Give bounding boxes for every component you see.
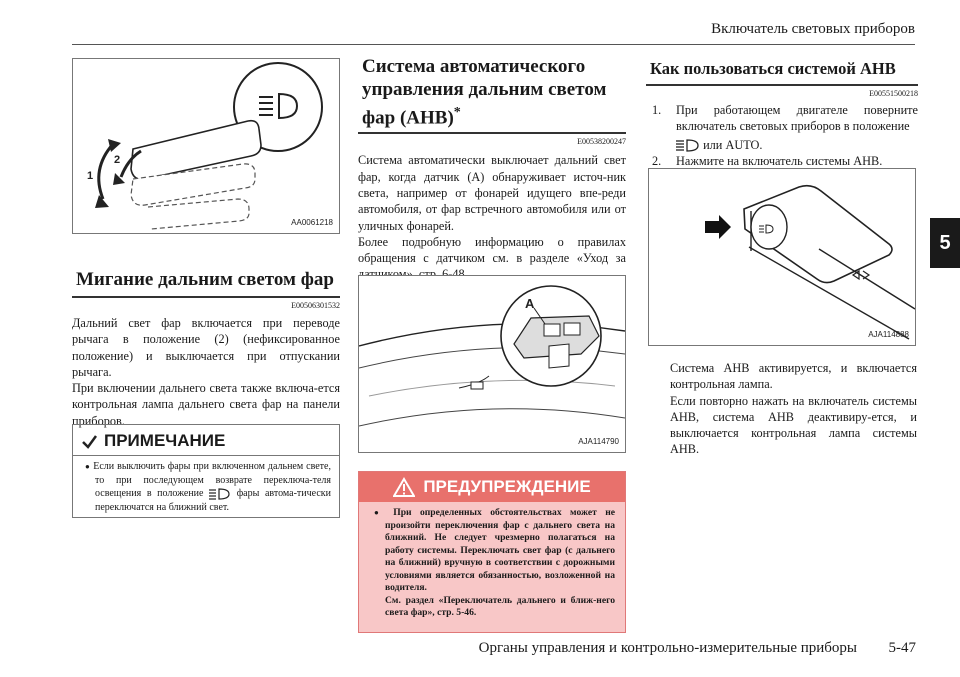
lever-illustration: [73, 59, 339, 233]
section-title: Система автоматического управления дальним светом фар (AHB)*: [362, 56, 607, 129]
paragraph: Если повторно нажать на включатель системы AHB, система AHB деактивиру-ется, и выключается контрольная лампа системы AHB.: [670, 393, 917, 457]
callout-1: 1: [87, 170, 94, 182]
chapter-tab[interactable]: 5: [930, 218, 960, 268]
figure-ahb-switch: [648, 168, 916, 346]
sensor-label-a: A: [525, 296, 535, 311]
headlight-high-beam-icon: [209, 488, 231, 500]
page-footer: [479, 640, 916, 657]
section-rule: [72, 296, 340, 298]
section-rule: [358, 132, 626, 134]
step-1: 1. При работающем двигателе поверните включатель световых приборов в положение или AUTO.: [652, 103, 918, 152]
page-number: 5-47: [888, 640, 916, 656]
page-header-title: Включатель световых приборов: [711, 21, 915, 37]
section-code: E00551500218: [869, 89, 918, 98]
warning-triangle-icon: [393, 477, 415, 497]
note-box: [72, 424, 340, 518]
figure-ahb-sensor: [358, 275, 626, 453]
callout-2: 2: [114, 154, 121, 166]
section-title: Мигание дальним светом фар: [76, 269, 334, 290]
windshield-sensor-illustration: [359, 276, 625, 452]
note-title: ПРИМЕЧАНИЕ: [104, 431, 226, 450]
ahb-switch-illustration: [649, 169, 915, 345]
warning-header: [359, 472, 625, 502]
header-divider: [72, 44, 915, 45]
section-ahb-usage: [646, 57, 918, 169]
warning-text: ● При определенных обстоятельствах может не произойти переключения фар с дальнего света на ближний. Не следует чрезмерно полагаться на работу системы. Переключать свет фар (с дальнего на ближний) вручную в соответствии с дорожными условиями является обязанностью, возложенной на водителя. См. раздел «Переключатель дальнего и ближ-него света фар», стр. 5-46.: [374, 507, 615, 618]
step-2: 2. Нажмите на включатель системы AHB.: [652, 153, 883, 168]
paragraph: При включении дальнего света также включа-ется контрольная лампа дальнего света фар на панели приборов.: [72, 381, 340, 428]
note-header: [73, 425, 339, 456]
paragraph: Система автоматически выключает дальний свет фар, когда датчик (A) обнаруживает источ-ник света, например от фонарей идущего впе-реди автомобиля, от фар встречного автомобиля или от уличных фонарей.: [358, 153, 626, 233]
section-headlight-flash: [72, 268, 340, 429]
section-code: E00506301532: [291, 301, 340, 310]
warning-box: [358, 471, 626, 633]
arrow-right-icon: [705, 215, 731, 239]
headlight-high-beam-icon: [676, 139, 700, 152]
section-rule: [646, 84, 918, 86]
section-title: Как пользоваться системой AHB: [650, 59, 896, 78]
footer-section: Органы управления и контрольно-измерительные приборы: [478, 640, 857, 656]
info-check-icon: [81, 433, 98, 450]
section-ahb: [358, 55, 626, 283]
paragraph: Система AHB активируется, и включается контрольная лампа.: [670, 361, 917, 392]
figure-id: AJA114790: [578, 437, 619, 446]
warning-reference: См. раздел «Переключатель дальнего и ближ-него света фар», стр. 5-46.: [385, 594, 615, 618]
paragraph: Более подробную информацию о правилах обращения с датчиком см. в разделе «Уход за: [358, 234, 626, 266]
figure-id: AA0061218: [291, 218, 333, 227]
section-code: E00538200247: [577, 137, 626, 147]
note-text: ● Если выключить фары при включенном дальнем свете, то при последующем возврате переключа-теля освещения в положение фары автома-тически переключатся на ближний свет.: [85, 461, 332, 513]
figure-headlight-flash: [72, 58, 340, 234]
figure-id: AJA114888: [868, 330, 909, 339]
ahb-usage-result: [670, 360, 917, 458]
paragraph: Дальний свет фар включается при переводе рычага в положение (2) (нефиксированное положение) и выключается при отпускании рычага.: [72, 316, 340, 379]
warning-title: ПРЕДУПРЕЖДЕНИЕ: [423, 477, 591, 496]
